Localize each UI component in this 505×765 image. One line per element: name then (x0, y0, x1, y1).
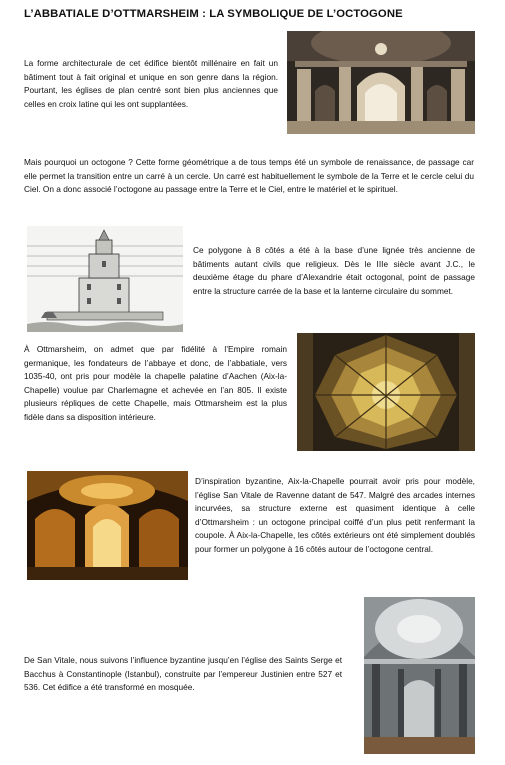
paragraph-saints-serge-bacchus: De San Vitale, nous suivons l’influence byzantine jusqu’en l’église des Saints Serge et Bacchus à Constantinople (Istanbul), construite par l’empereur Justinien entre 527 et 536. Cet édifice a été transformé en mosquée. (24, 655, 342, 693)
ottmarsheim-interior-photo (287, 31, 475, 134)
alexandria-lighthouse-illustration (27, 226, 183, 332)
paragraph-octagon-meaning: Mais pourquoi un octogone ? Cette forme géométrique a de tous temps été un symbole de renaissance, de passage car elle permet la transition entre un carré à un cercle. Un carré est habituellement le symbole de la Terre et le cercle celui du Ciel. On a donc associé l’octogone au passage entre la Terre et le Ciel, entre le matériel et le spirituel. (24, 157, 474, 195)
paragraph-san-vitale: D’inspiration byzantine, Aix-la-Chapelle pourrait avoir pris pour modèle, l’église San Vitale de Ravenne datant de 547. Malgré des arcades internes incurvées, sa structure externe est quasiment identique à celle d’Ottmarsheim : un octogone principal coiffé d’un plus petit renfermant la coupole. À Aix-la-Chapelle, les côtés extérieurs ont été simplement doublés pour former un polygone à 16 côtés autour de l’octogone central. (195, 476, 475, 554)
paragraph-polygon-history: Ce polygone à 8 côtés a été à la base d’une lignée très ancienne de bâtiments autant civils que religieux. Dès le IIIe siècle avant J.C., le deuxième étage du phare d’Alexandrie était octogonal, point de passage entre la structure carrée de la base et la lanterne circulaire du sommet. (193, 245, 475, 296)
san-vitale-interior-photo (27, 471, 188, 580)
page-title: L’ABBATIALE D’OTTMARSHEIM : LA SYMBOLIQUE DE L’OCTOGONE (24, 8, 403, 20)
aachen-chapel-dome-photo (297, 333, 475, 451)
paragraph-intro: La forme architecturale de cet édifice bientôt millénaire en fait un bâtiment tout à fait original et unique en son genre dans la région. Pourtant, les églises de plan centré sont bien plus anciennes que celles en croix latine qui les ont supplantées. (24, 58, 278, 109)
paragraph-ottmarsheim-model: À Ottmarsheim, on admet que par fidélité à l’Empire romain germanique, les fondateurs de l’abbaye et donc, de l’abbatiale, vers 1035-40, ont pris pour modèle la chapelle palatine d’Aachen (Aix-la-Chapelle) voulue par Charlemagne et achevée en l’an 805. Il existe plusieurs répliques de cette Chapelle, mais Ottmarsheim est la plus fidèle dans sa disposition intérieure. (24, 344, 287, 422)
saints-serge-bacchus-interior-photo (364, 597, 475, 754)
